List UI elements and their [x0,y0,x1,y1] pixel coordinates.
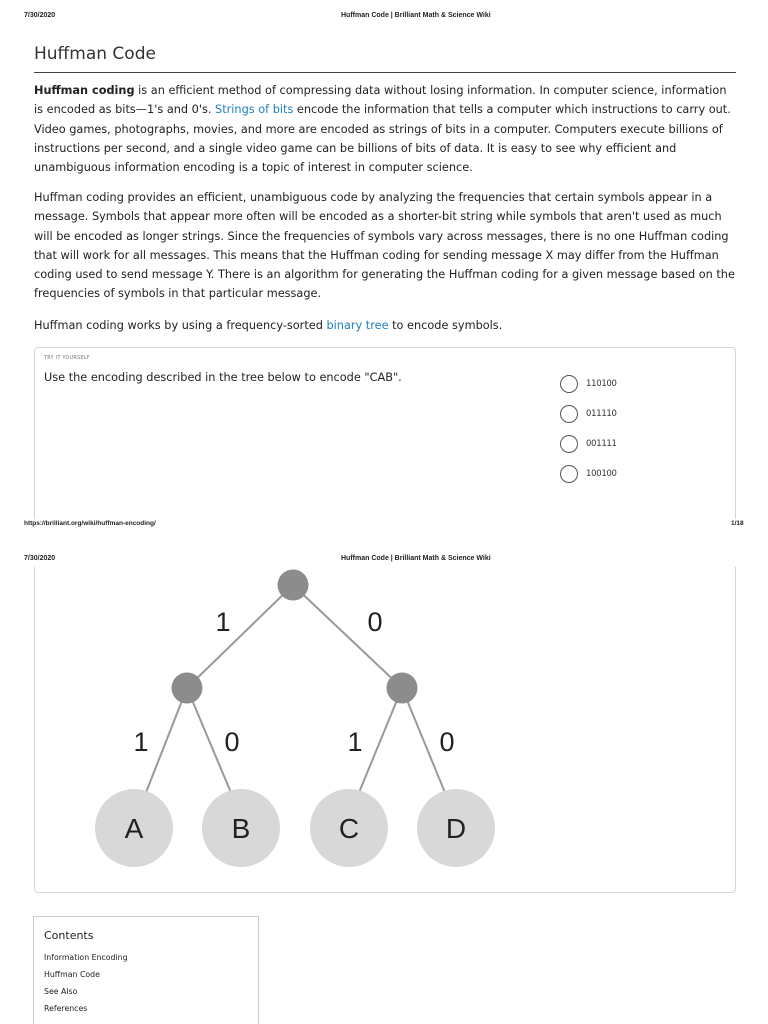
contents-item-see-also[interactable]: See Also [44,987,78,996]
edge-label-right-c: 1 [347,727,363,757]
option-label: 011110 [586,409,617,419]
edge-label-root-left: 1 [215,607,231,637]
print-date: 7/30/2020 [24,12,56,19]
edge-label-root-right: 0 [367,607,383,637]
option-label: 001111 [586,439,617,449]
page-title: Huffman Code [34,44,156,64]
intro-paragraph-1: Huffman coding is an efficient method of compressing data without losing information. In computer science, information is encoded as bits—1's and 0's. Strings of bits encode the information that tells a computer which instructions to carry out. Video games, photographs, movies, and more are encoded as strings of bits in a computer. Computers execute billions of instructions per second, and a single video game can be billions of bits of data. It is easy to see why efficient and unambiguous information encoding is a topic of interest in computer science. [34,84,731,175]
leaf-label-d: D [445,813,467,844]
leaf-label-a: A [124,813,144,844]
contents-item-references[interactable]: References [44,1004,88,1013]
print-date-page-2: 7/30/2020 [24,555,56,562]
edge-root-left [187,585,293,688]
huffman-coding-term: Huffman coding [34,84,135,97]
internal-node-right [387,673,418,704]
contents-title: Contents [44,929,94,942]
print-footer-url: https://brilliant.org/wiki/huffman-encoding/ [24,520,156,527]
internal-node-left [172,673,203,704]
option-label: 100100 [586,469,617,479]
edge-label-left-a: 1 [133,727,149,757]
quiz-question: Use the encoding described in the tree below to encode "CAB". [44,371,402,384]
edge-left-a [145,688,187,795]
contents-item-huffman-code[interactable]: Huffman Code [44,970,100,979]
edge-right-c [358,688,402,795]
contents-item-information-encoding[interactable]: Information Encoding [44,953,128,962]
option-label: 110100 [586,379,617,389]
print-title-page-2: Huffman Code | Brilliant Math & Science Wiki [341,555,491,562]
try-it-yourself-label: TRY IT YOURSELF [44,355,90,361]
print-footer-page: 1/18 [731,520,744,527]
leaf-label-b: B [231,813,251,844]
edge-label-right-d: 0 [439,727,455,757]
strings-of-bits-link[interactable]: Strings of bits [215,103,294,117]
edge-label-left-b: 0 [224,727,240,757]
table-of-contents [33,916,259,1024]
intro-paragraph-2: Huffman coding provides an efficient, unambiguous code by analyzing the frequencies that certain symbols appear in a message. Symbols that appear more often will be encoded as a shorter-bit string while symbols that aren't used as much will be encoded as longer strings. Since the frequencies of symbols vary across messages, there is no one Huffman coding that will work for all messages. This means that the Huffman coding for sending message X may differ from the Huffman coding used to send message Y. There is an algorithm for generating the Huffman coding for a given message based on the frequencies of symbols in that particular message. [34,191,735,301]
root-node [278,570,309,601]
edge-root-right [293,585,402,688]
binary-tree-link[interactable]: binary tree [326,319,389,332]
leaf-label-c: C [338,813,360,844]
intro-paragraph-3: Huffman coding works by using a frequency-sorted binary tree to encode symbols. [34,319,503,332]
print-title: Huffman Code | Brilliant Math & Science Wiki [341,12,491,19]
